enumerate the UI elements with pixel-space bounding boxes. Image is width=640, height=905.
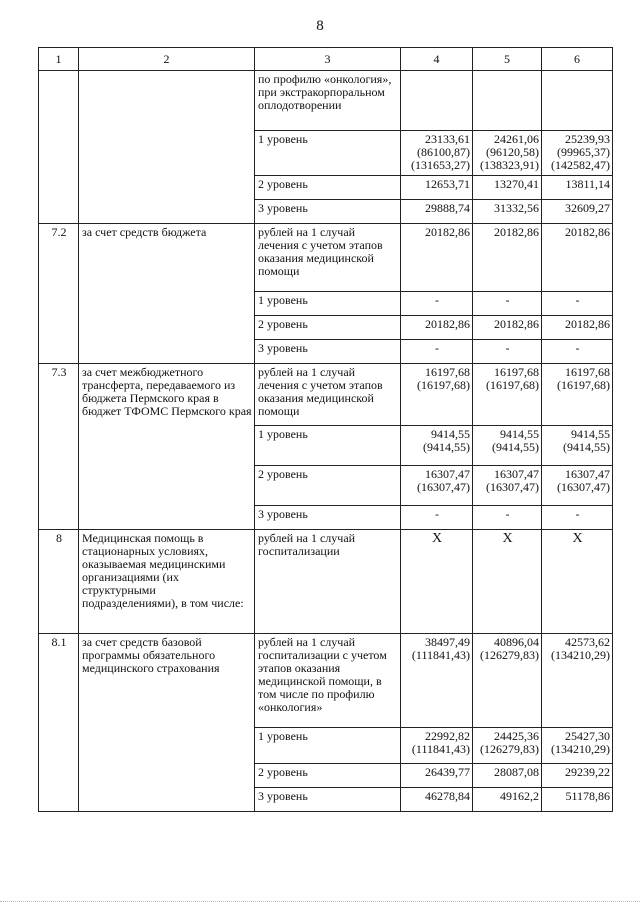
value-main: 25239,93: [565, 132, 610, 146]
value-main: X: [502, 531, 513, 546]
value-year-2: [473, 466, 542, 506]
page-bottom-edge: [0, 901, 640, 902]
value-main: 20182,86: [425, 317, 470, 331]
value-year-3: [542, 788, 613, 812]
row-number: 7.2: [39, 224, 79, 364]
value-sub: (16197,68): [486, 378, 539, 392]
page-number: 8: [316, 18, 324, 34]
funding-source: Медицинская помощь в стационарных условиях, оказываемая медицинскими организациями (их структурными подразделениями), в том числе:: [79, 530, 255, 634]
value-year-3: [542, 340, 613, 364]
value-main: 23133,61: [425, 132, 470, 146]
value-year-2: [473, 292, 542, 316]
value-main: 20182,86: [565, 225, 610, 239]
value-year-2: [473, 426, 542, 466]
value-main: 32609,27: [565, 201, 610, 215]
table-row: [39, 634, 613, 728]
funding-source: [79, 71, 255, 224]
header-col-2: 2: [79, 48, 255, 71]
unit-or-level: 3 уровень: [255, 200, 401, 224]
value-year-2: [473, 316, 542, 340]
value-year-1: [401, 316, 473, 340]
value-sub: (131653,27): [411, 158, 470, 172]
value-year-1: [401, 71, 473, 131]
unit-or-level: 3 уровень: [255, 340, 401, 364]
value-year-1: [401, 466, 473, 506]
value-year-3: [542, 634, 613, 728]
value-year-1: [401, 634, 473, 728]
value-main: -: [435, 341, 439, 355]
value-main: 42573,62: [565, 635, 610, 649]
value-main: X: [431, 531, 443, 546]
header-col-4: 4: [401, 48, 473, 71]
value-year-3: [542, 200, 613, 224]
value-main: 29888,74: [425, 201, 470, 215]
value-main: 16307,47: [425, 467, 470, 481]
value-year-2: [473, 200, 542, 224]
value-year-1: [401, 200, 473, 224]
value-main: 16197,68: [425, 365, 470, 379]
value-main: 51178,86: [565, 789, 610, 803]
value-year-3: [542, 176, 613, 200]
funding-source: за счет средств бюджета: [79, 224, 255, 364]
value-main: 46278,84: [425, 789, 470, 803]
value-main: -: [435, 293, 439, 307]
unit-or-level: 1 уровень: [255, 292, 401, 316]
unit-or-level: 2 уровень: [255, 176, 401, 200]
value-main: -: [575, 341, 580, 355]
value-sub: (134210,29): [551, 742, 610, 756]
header-col-5: 5: [473, 48, 542, 71]
value-sub: (16197,68): [417, 378, 470, 392]
unit-or-level: 1 уровень: [255, 728, 401, 764]
value-year-2: [473, 764, 542, 788]
unit-or-level: 2 уровень: [255, 316, 401, 340]
value-sub: (126279,83): [480, 742, 539, 756]
value-main: -: [505, 293, 510, 307]
value-main: 24261,06: [494, 132, 539, 146]
value-sub: (16307,47): [417, 480, 470, 494]
value-sub: (9414,55): [563, 440, 610, 454]
value-sub: (96120,58): [486, 145, 539, 159]
value-sub: (134210,29): [551, 648, 610, 662]
value-main: 16197,68: [565, 365, 610, 379]
value-main: 9414,55: [500, 427, 539, 441]
value-main: 20182,86: [565, 317, 610, 331]
row-number: 8: [39, 530, 79, 634]
value-sub: (138323,91): [480, 158, 539, 172]
value-year-3: [542, 466, 613, 506]
unit-or-level: 1 уровень: [255, 426, 401, 466]
value-main: 13270,41: [494, 177, 539, 191]
value-year-3: [542, 426, 613, 466]
value-year-2: [473, 364, 542, 426]
value-year-2: [473, 506, 542, 530]
value-main: 31332,56: [494, 201, 539, 215]
value-year-1: [401, 530, 473, 634]
unit-or-level: 1 уровень: [255, 131, 401, 176]
header-row: [39, 48, 613, 71]
value-year-2: [473, 634, 542, 728]
value-year-3: [542, 224, 613, 292]
row-number: 7.3: [39, 364, 79, 530]
table-body: [39, 71, 613, 812]
table-row: [39, 224, 613, 292]
unit-or-level: 2 уровень: [255, 466, 401, 506]
value-main: 20182,86: [494, 317, 539, 331]
value-sub: (126279,83): [480, 648, 539, 662]
table-header: [39, 48, 613, 71]
value-year-1: [401, 292, 473, 316]
value-sub: (9414,55): [423, 440, 470, 454]
value-main: 20182,86: [494, 225, 539, 239]
unit-or-level: 3 уровень: [255, 506, 401, 530]
value-year-3: [542, 131, 613, 176]
value-year-1: [401, 728, 473, 764]
value-main: 9414,55: [571, 427, 610, 441]
value-main: 16197,68: [494, 365, 539, 379]
value-main: 29239,22: [565, 765, 610, 779]
value-year-3: [542, 764, 613, 788]
value-sub: (99965,37): [557, 145, 610, 159]
value-main: -: [505, 507, 510, 521]
value-year-3: [542, 530, 613, 634]
value-main: 22992,82: [425, 729, 470, 743]
value-main: 40896,04: [494, 635, 539, 649]
value-main: 24425,36: [494, 729, 539, 743]
row-number: [39, 71, 79, 224]
value-year-3: [542, 316, 613, 340]
row-number: 8.1: [39, 634, 79, 812]
value-year-3: [542, 71, 613, 131]
value-main: 9414,55: [431, 427, 470, 441]
value-sub: (9414,55): [492, 440, 539, 454]
value-year-1: [401, 426, 473, 466]
unit-or-level: рублей на 1 случай лечения с учетом этапов оказания медицинской помощи: [255, 364, 401, 426]
unit-or-level: 2 уровень: [255, 764, 401, 788]
value-main: -: [435, 507, 439, 521]
value-main: X: [572, 531, 583, 546]
value-year-3: [542, 506, 613, 530]
table-row: [39, 530, 613, 634]
value-year-2: [473, 530, 542, 634]
value-main: -: [505, 341, 510, 355]
value-main: 25427,30: [565, 729, 610, 743]
value-year-1: [401, 364, 473, 426]
value-main: -: [575, 507, 580, 521]
value-main: 28087,08: [494, 765, 539, 779]
value-sub: (111841,43): [411, 742, 470, 756]
value-year-2: [473, 131, 542, 176]
value-main: 16307,47: [494, 467, 539, 481]
value-main: -: [575, 293, 580, 307]
value-main: 49162,2: [500, 789, 539, 803]
value-year-2: [473, 176, 542, 200]
value-sub: (86100,87): [417, 145, 470, 159]
value-year-1: [401, 764, 473, 788]
unit-or-level: рублей на 1 случай госпитализации с учетом этапов оказания медицинской помощи, в том числе по профилю «онкология»: [255, 634, 401, 728]
value-sub: (16307,47): [557, 480, 610, 494]
value-year-1: [401, 506, 473, 530]
value-year-1: [401, 340, 473, 364]
unit-or-level: по профилю «онкология», при экстракорпоральном оплодотворении: [255, 71, 401, 131]
table-row: [39, 364, 613, 426]
value-year-2: [473, 728, 542, 764]
unit-or-level: 3 уровень: [255, 788, 401, 812]
funding-source: за счет межбюджетного трансферта, передаваемого из бюджета Пермского края в бюджет ТФОМС Пермского края: [79, 364, 255, 530]
value-sub: (142582,47): [551, 158, 610, 172]
value-sub: (111841,43): [411, 648, 470, 662]
value-year-3: [542, 292, 613, 316]
header-col-1: 1: [39, 48, 79, 71]
unit-or-level: рублей на 1 случай госпитализации: [255, 530, 401, 634]
header-col-3: 3: [255, 48, 401, 71]
header-col-6: 6: [542, 48, 613, 71]
value-main: 16307,47: [565, 467, 610, 481]
value-year-2: [473, 224, 542, 292]
value-year-1: [401, 788, 473, 812]
value-year-3: [542, 364, 613, 426]
value-year-1: [401, 224, 473, 292]
unit-or-level: рублей на 1 случай лечения с учетом этапов оказания медицинской помощи: [255, 224, 401, 292]
table-row: [39, 71, 613, 131]
value-main: 38497,49: [425, 635, 470, 649]
funding-source: за счет средств базовой программы обязательного медицинского страхования: [79, 634, 255, 812]
value-main: 13811,14: [565, 177, 610, 191]
value-year-3: [542, 728, 613, 764]
tariff-table: [38, 47, 613, 812]
value-main: 12653,71: [425, 177, 470, 191]
value-year-1: [401, 131, 473, 176]
value-sub: (16307,47): [486, 480, 539, 494]
value-main: 20182,86: [425, 225, 470, 239]
value-year-2: [473, 71, 542, 131]
value-sub: (16197,68): [557, 378, 610, 392]
value-year-1: [401, 176, 473, 200]
value-year-2: [473, 788, 542, 812]
value-year-2: [473, 340, 542, 364]
value-main: 26439,77: [425, 765, 470, 779]
